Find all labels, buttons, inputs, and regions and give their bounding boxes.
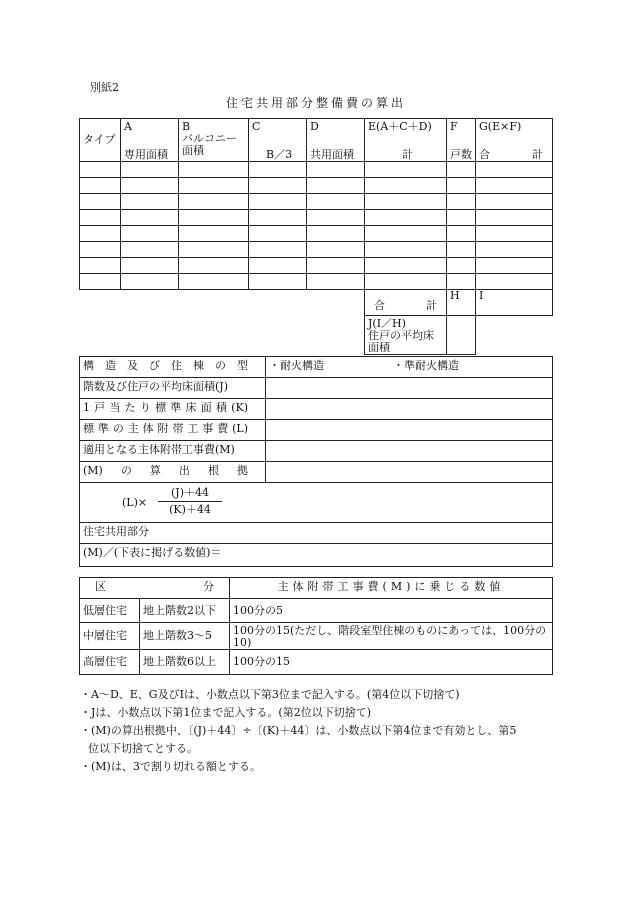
header-d: D 共用面積 [307,119,365,162]
floors-low: 地上階数2以下 [140,599,230,623]
note-3: ・(M)の算出根拠中、〔(J)＋44〕÷〔(K)＋44〕は、小数点以下第4位まで有効とし、第5 [80,724,517,737]
header-kubun: 区 分 [80,578,230,599]
row-l-label: 標準の主体附帯工事費(L) [80,420,266,441]
table-row [80,226,553,242]
formula-cell [80,483,553,523]
floors-mid: 地上階数3～5 [140,623,230,650]
row-m-basis-label: (M)の算出根拠 [80,462,266,483]
table-row [80,258,553,274]
header-c: C B／3 [249,119,307,162]
table-row [80,274,553,290]
value-high: 100分の15 [230,650,553,675]
table-row [80,162,553,178]
table-row [80,210,553,226]
header-g: G(E×F) 合 計 [476,119,553,162]
row-j-label: 階数及び住戸の平均床面積(J) [80,378,266,399]
header-f: F 戸数 [447,119,476,162]
header-e: E(A＋C＋D) 計 [365,119,447,162]
page-title: 住宅共用部分整備費の算出 [226,96,407,110]
j-value [447,316,476,355]
structure-label: 構造及び住棟の型 [80,357,266,378]
table-row [80,623,553,650]
header-multiplier: 主体附帯工事費(M)に乗じる数値 [230,578,553,599]
table-row [80,178,553,194]
row-k-value [266,399,553,420]
formula-denominator: (K)＋44 [169,503,211,516]
header-b: B バルコニー 面積 [179,119,249,162]
row-k-label: 1戸当たり標準床面積(K) [80,399,266,420]
row-m-basis-value [266,462,553,483]
type-mid: 中層住宅 [80,623,140,650]
note-2: ・Jは、小数点以下第1位まで記入する。(第2位以下切捨て) [80,706,371,719]
structure-options: ・耐火構造 ・準耐火構造 [266,357,553,378]
multiplier-table [79,577,553,675]
row-common: 住宅共用部分 [80,523,553,544]
formula-numerator: (J)＋44 [171,486,209,499]
row-j-value [266,378,553,399]
i-cell: I [476,290,553,316]
table-row [80,242,553,258]
table-row [80,599,553,623]
structure-table [79,356,553,567]
formula-l: (L)× [122,496,148,509]
row-m-value [266,441,553,462]
table-row [80,194,553,210]
floors-high: 地上階数6以上 [140,650,230,675]
type-high: 高層住宅 [80,650,140,675]
area-calculation-table [79,118,553,355]
attachment-label: 別紙2 [90,81,119,94]
fraction-bar [158,501,222,502]
header-type: タイプ [80,119,121,162]
note-3-cont: 位以下切捨てとする。 [88,742,198,755]
h-cell: H [447,290,476,316]
note-1: ・A～D、E、G及びIは、小数点以下第3位まで記入する。(第4位以下切捨て) [80,688,460,701]
row-m-label: 適用となる主体附帯工事費(M) [80,441,266,462]
sum-label: 合 計 [365,290,447,316]
type-low: 低層住宅 [80,599,140,623]
row-l-value [266,420,553,441]
value-low: 100分の5 [230,599,553,623]
value-mid: 100分の15(ただし、階段室型住棟のものにあっては、100分の10) [230,623,553,650]
row-result: (M)／(下表に掲げる数値)＝ [80,544,553,567]
note-4: ・(M)は、3で割り切れる額とする。 [80,760,261,773]
header-a: A 専用面積 [121,119,179,162]
j-label: J(I／H) 住戸の平均床面積 [365,316,447,355]
table-row [80,650,553,675]
